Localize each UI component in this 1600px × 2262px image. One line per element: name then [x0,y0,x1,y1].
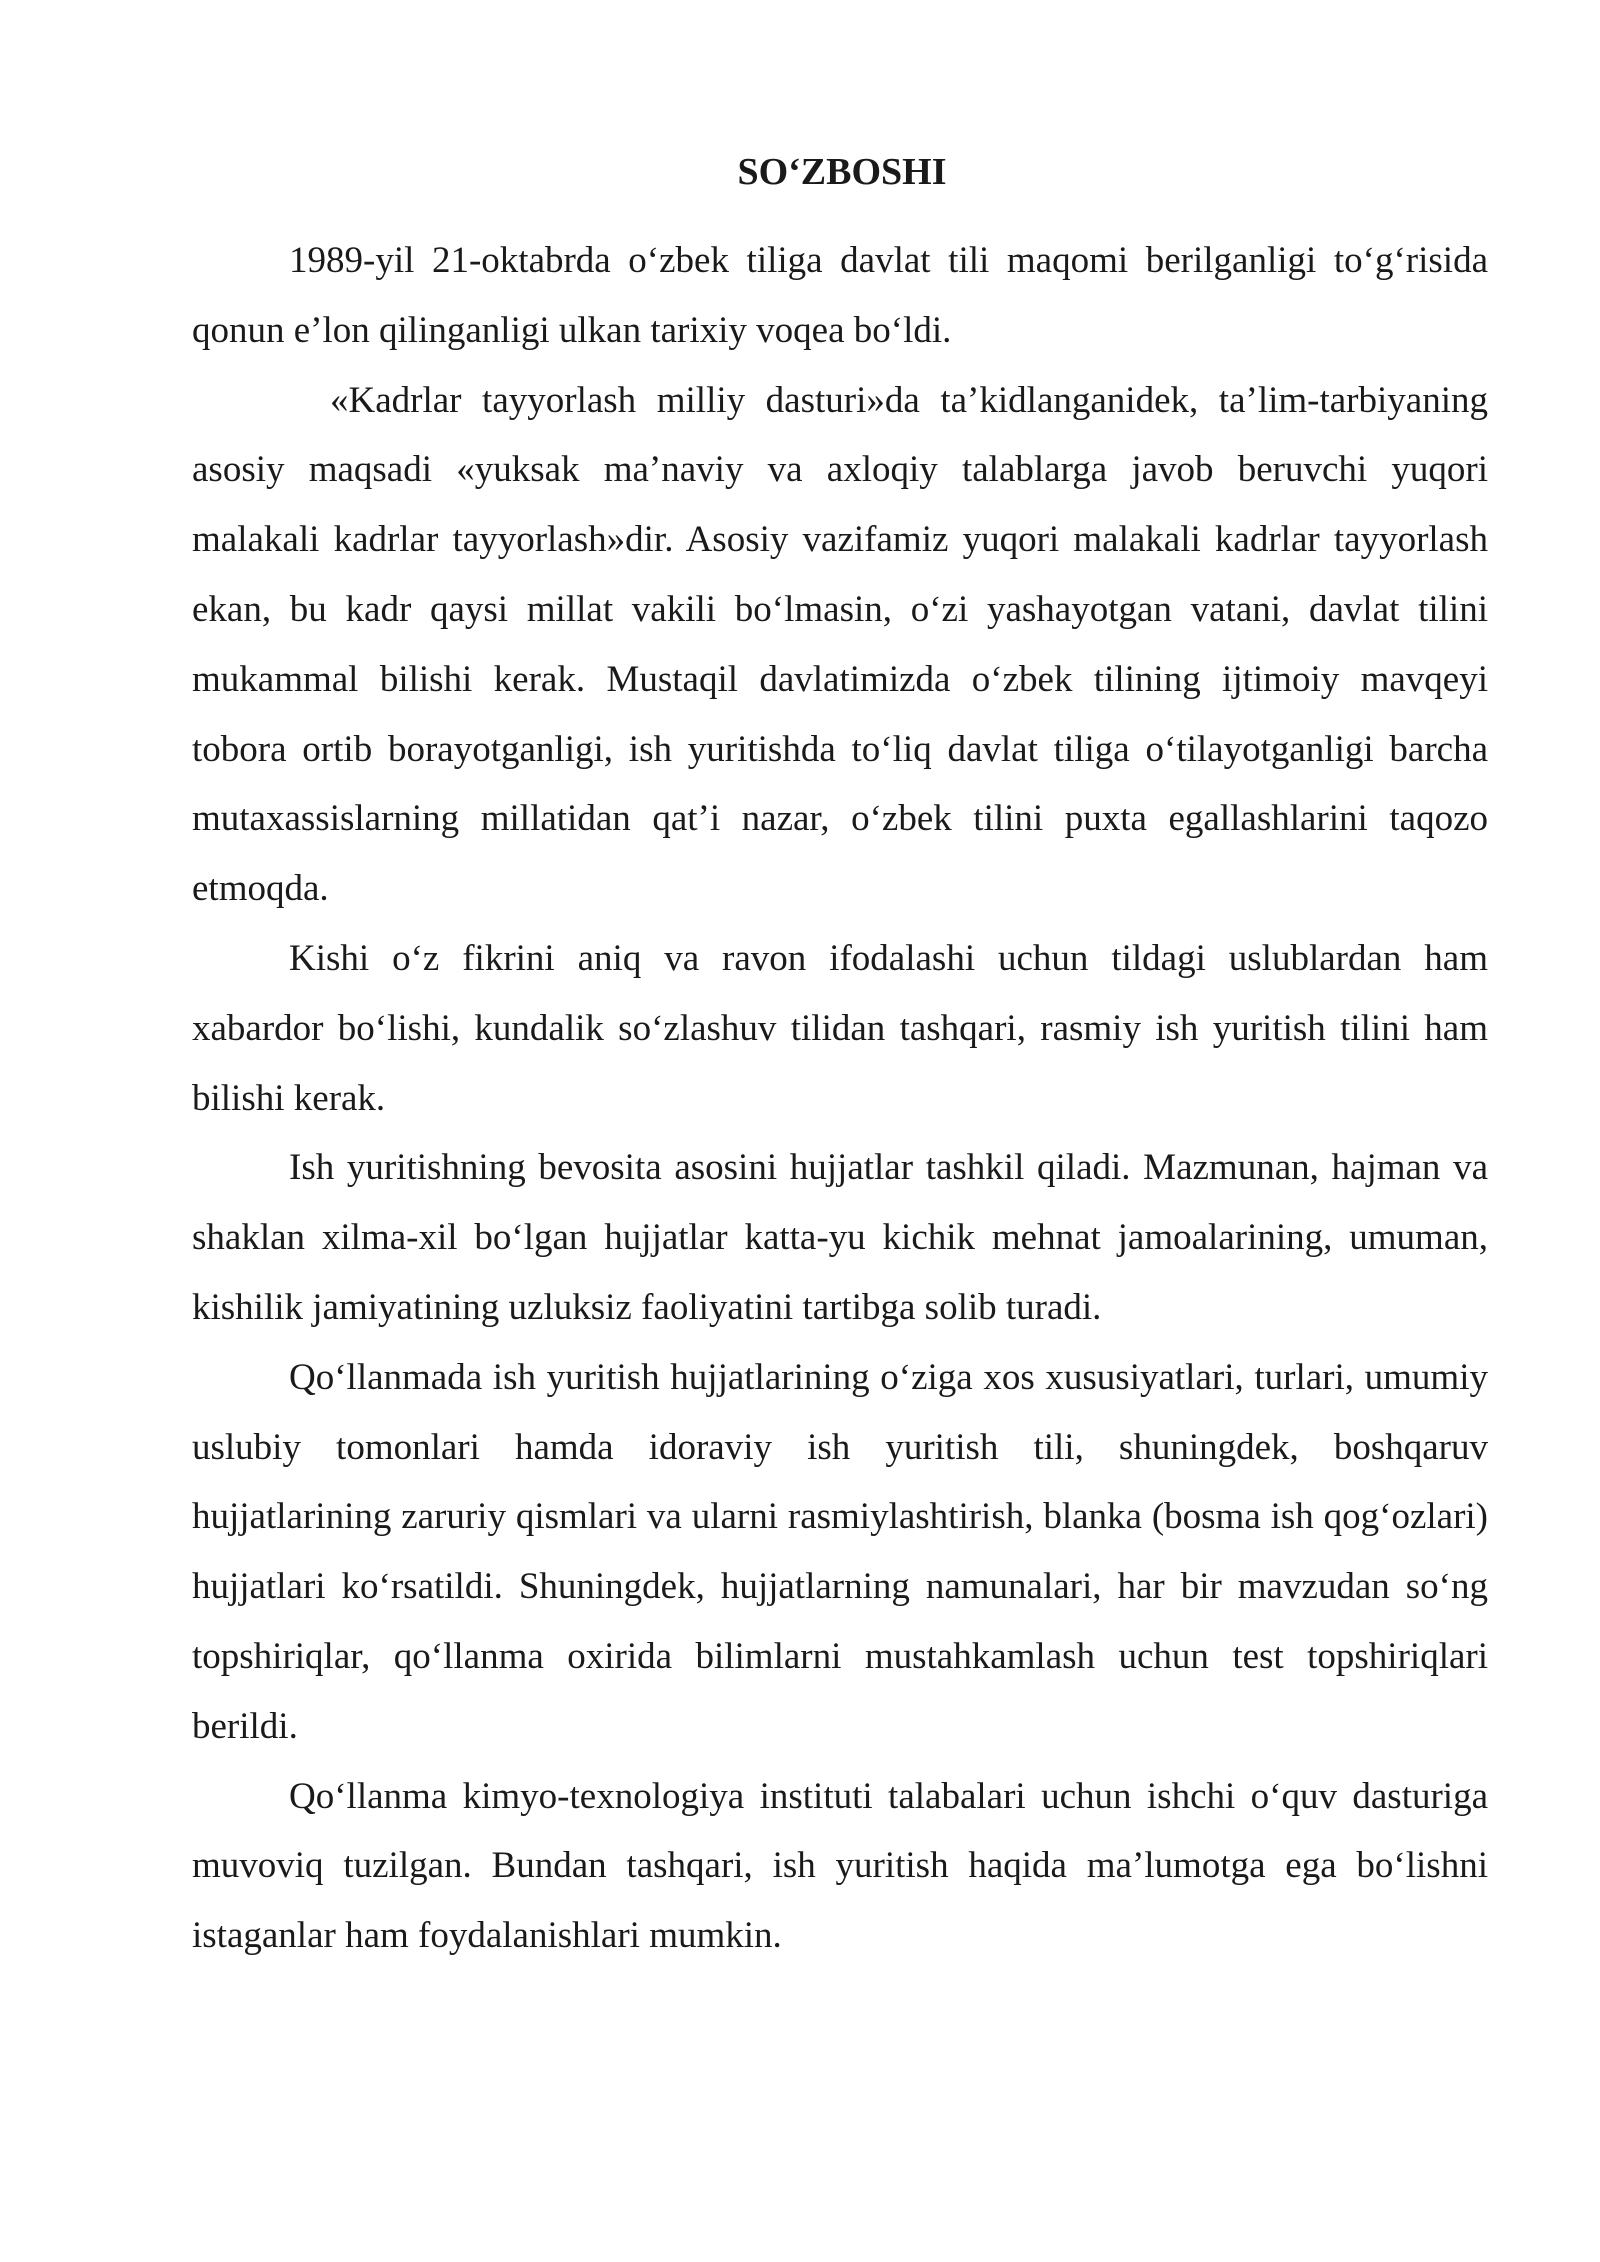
document-body [192,226,1488,1971]
paragraph-4: Ish yuritishning bevosita asosini hujjatlar tashkil qiladi. Mazmunan, hajman va shaklan xilma-xil bo‘lgan hujjatlar katta-yu kichik mehnat jamoalarining, umuman, kishilik jamiyatining uzluksiz faoliyatini tartibga solib turadi. [192,1147,1488,1328]
paragraph-6: Qo‘llanma kimyo-texnologiya instituti talabalari uchun ishchi o‘quv dasturiga muvoviq tuzilgan. Bundan tashqari, ish yuritish haqida ma’lumotga ega bo‘lishni istaganlar ham foydalanishlari mumkin. [192,1775,1488,1957]
paragraph-1: 1989-yil 21-oktabrda o‘zbek tiliga davlat tili maqomi berilganligi to‘g‘risida qonun e’lon qilinganligi ulkan tarixiy voqea bo‘ldi. [192,240,1488,351]
paragraph-2: «Kadrlar tayyorlash milliy dasturi»da ta’kidlanganidek, ta’lim-tarbiyaning asosiy maqsadi «yuksak ma’naviy va axloqiy talablarga javob beruvchi yuqori malakali kadrlar tayyorlash»dir. Asosiy vazifamiz yuqori malakali kadrlar tayyorlash ekan, bu kadr qaysi millat vakili bo‘lmasin, o‘zi yashayotgan vatani, davlat tilini mukammal bilishi kerak. Mustaqil davlatimizda o‘zbek tilining ijtimoiy mavqeyi tobora ortib borayotganligi, ish yuritishda to‘liq davlat tiliga o‘tilayotganligi barcha mutaxassislarning millatidan qat’i nazar, o‘zbek tilini puxta egallashlarini taqozo etmoqda. [192,379,1488,910]
page-title: SO‘ZBOSHI [737,151,947,193]
paragraph-3: Kishi o‘z fikrini aniq va ravon ifodalashi uchun tildagi uslublardan ham xabardor bo‘lishi, kundalik so‘zlashuv tilidan tashqari, rasmiy ish yuritish tilini ham bilishi kerak. [192,937,1488,1119]
paragraph-5: Qo‘llanmada ish yuritish hujjatlarining o‘ziga xos xususiyatlari, turlari, umumiy uslubiy tomonlari hamda idoraviy ish yuritish tili, shuningdek, boshqaruv hujjatlarining zaruriy qismlari va ularni rasmiylashtirish, blanka (bosma ish qog‘ozlari) hujjatlari ko‘rsatildi. Shuningdek, hujjatlarning namunalari, har bir mavzudan so‘ng topshiriqlar, qo‘llanma oxirida bilimlarni mustahkamlash uchun test topshiriqlari berildi. [192,1356,1488,1747]
